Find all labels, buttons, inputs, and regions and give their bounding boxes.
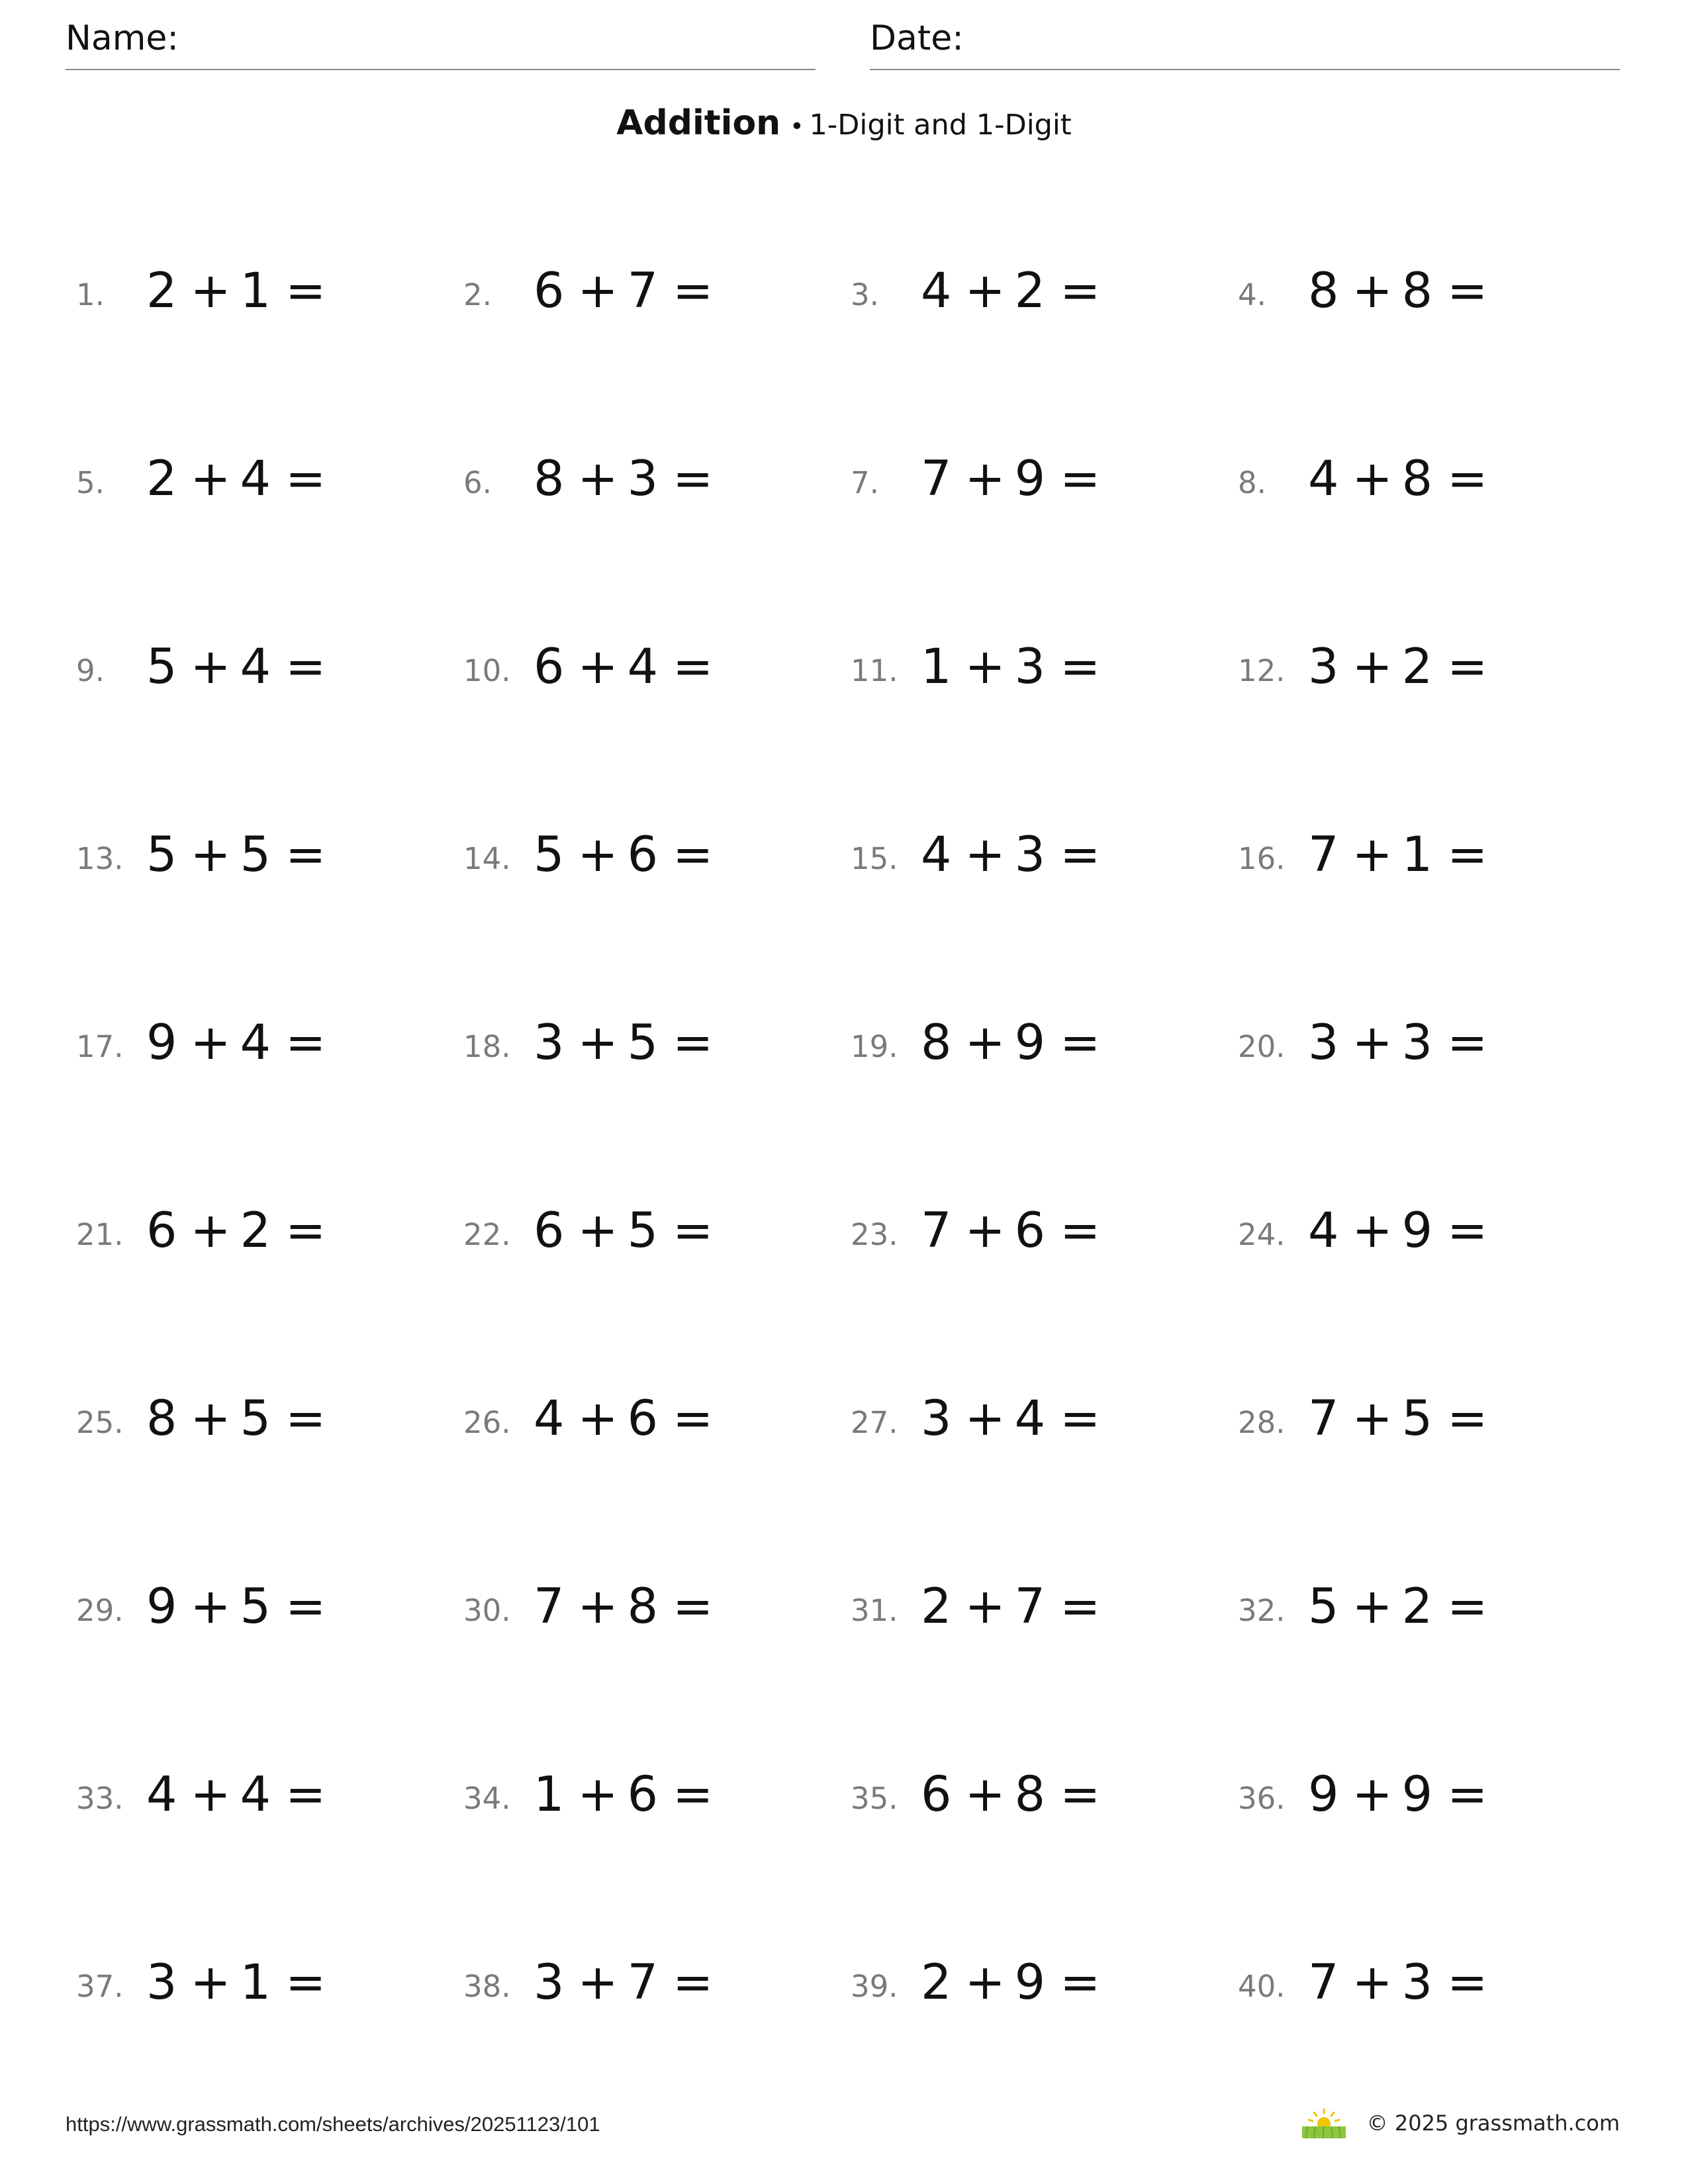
problem-item — [463, 634, 794, 700]
operand-b: 8 — [1401, 263, 1433, 319]
equals-sign: = — [1060, 1954, 1101, 2011]
problem-item — [851, 258, 1182, 324]
problem-number: 9. — [76, 653, 105, 688]
problem-number: 22. — [463, 1217, 511, 1252]
problem-number: 13. — [76, 841, 124, 876]
problem-expression — [146, 1954, 326, 2011]
problem-expression — [1308, 1390, 1488, 1447]
problem-expression — [1308, 827, 1488, 883]
operand-a: 4 — [146, 1766, 177, 1823]
problem-number: 32. — [1238, 1593, 1286, 1628]
operand-b: 7 — [1014, 1578, 1046, 1635]
problem-expression — [921, 1766, 1101, 1823]
problem-number: 31. — [851, 1593, 898, 1628]
problem-item — [76, 258, 407, 324]
equals-sign: = — [1447, 1390, 1488, 1447]
operand-b: 9 — [1401, 1203, 1433, 1259]
problem-number: 24. — [1238, 1217, 1286, 1252]
operator: + — [577, 1954, 618, 2011]
problem-number: 37. — [76, 1969, 124, 2004]
equals-sign: = — [673, 263, 714, 319]
operand-a: 8 — [146, 1390, 177, 1447]
equals-sign: = — [285, 639, 326, 695]
problem-expression — [921, 1390, 1101, 1447]
operand-b: 7 — [627, 263, 659, 319]
operator: + — [190, 639, 231, 695]
problem-expression — [534, 1203, 714, 1259]
equals-sign: = — [1060, 451, 1101, 507]
problem-item — [463, 258, 794, 324]
problem-item — [851, 1198, 1182, 1264]
problem-expression — [921, 451, 1101, 507]
problem-item — [76, 1950, 407, 2016]
problem-number: 40. — [1238, 1969, 1286, 2004]
operand-b: 7 — [627, 1954, 659, 2011]
problem-expression — [1308, 1203, 1488, 1259]
problem-number: 36. — [1238, 1781, 1286, 1816]
operand-a: 7 — [921, 1203, 952, 1259]
equals-sign: = — [285, 451, 326, 507]
problem-item — [851, 1950, 1182, 2016]
operand-b: 6 — [627, 1390, 659, 1447]
operator: + — [964, 1390, 1006, 1447]
problem-number: 23. — [851, 1217, 898, 1252]
operand-b: 3 — [1401, 1954, 1433, 2011]
equals-sign: = — [1060, 263, 1101, 319]
problem-expression — [146, 1390, 326, 1447]
problem-number: 26. — [463, 1405, 511, 1440]
name-field[interactable] — [66, 19, 816, 70]
operator: + — [190, 1203, 231, 1259]
problem-item — [463, 1950, 794, 2016]
operator: + — [1352, 1203, 1393, 1259]
equals-sign: = — [1060, 1578, 1101, 1635]
operand-a: 5 — [1308, 1578, 1339, 1635]
operand-b: 1 — [240, 263, 271, 319]
operand-a: 4 — [1308, 1203, 1339, 1259]
problem-number: 18. — [463, 1029, 511, 1064]
problem-number: 20. — [1238, 1029, 1286, 1064]
operator: + — [964, 451, 1006, 507]
equals-sign: = — [1447, 263, 1488, 319]
operand-a: 3 — [1308, 639, 1339, 695]
problem-item — [1238, 446, 1569, 512]
operand-a: 1 — [921, 639, 952, 695]
problem-expression — [921, 1954, 1101, 2011]
title-separator: • — [790, 113, 804, 140]
operator: + — [964, 1203, 1006, 1259]
problem-expression — [921, 1578, 1101, 1635]
operator: + — [190, 451, 231, 507]
equals-sign: = — [285, 1203, 326, 1259]
operand-a: 7 — [1308, 1954, 1339, 2011]
operand-b: 8 — [1401, 451, 1433, 507]
problem-item — [76, 1386, 407, 1452]
equals-sign: = — [285, 827, 326, 883]
operand-b: 9 — [1401, 1766, 1433, 1823]
operand-b: 6 — [627, 827, 659, 883]
problem-expression — [1308, 1954, 1488, 2011]
problem-expression — [921, 263, 1101, 319]
operand-a: 4 — [921, 827, 952, 883]
operator: + — [577, 451, 618, 507]
equals-sign: = — [673, 1578, 714, 1635]
problem-item — [76, 1574, 407, 1640]
problem-number: 1. — [76, 277, 105, 312]
operator: + — [577, 1766, 618, 1823]
operand-a: 3 — [534, 1954, 565, 2011]
operator: + — [1352, 1015, 1393, 1071]
problem-item — [851, 1574, 1182, 1640]
worksheet-title — [0, 103, 1688, 143]
operand-b: 4 — [627, 639, 659, 695]
operator: + — [190, 1015, 231, 1071]
operand-b: 9 — [1014, 1954, 1046, 2011]
operand-a: 2 — [146, 451, 177, 507]
problem-number: 35. — [851, 1781, 898, 1816]
problem-expression — [921, 1015, 1101, 1071]
equals-sign: = — [673, 1766, 714, 1823]
problem-expression — [146, 263, 326, 319]
operand-b: 5 — [240, 827, 271, 883]
problem-expression — [534, 1390, 714, 1447]
operand-a: 7 — [534, 1578, 565, 1635]
problem-number: 7. — [851, 465, 879, 500]
problem-number: 19. — [851, 1029, 898, 1064]
problem-number: 14. — [463, 841, 511, 876]
equals-sign: = — [1447, 1578, 1488, 1635]
operand-b: 4 — [240, 1766, 271, 1823]
problem-item — [851, 1010, 1182, 1076]
operator: + — [964, 1766, 1006, 1823]
operand-b: 5 — [627, 1015, 659, 1071]
problem-number: 34. — [463, 1781, 511, 1816]
problem-expression — [1308, 1015, 1488, 1071]
title-main: Addition — [616, 103, 781, 143]
problem-item — [463, 822, 794, 888]
problem-expression — [921, 1203, 1101, 1259]
operand-b: 4 — [240, 639, 271, 695]
operand-b: 5 — [1401, 1390, 1433, 1447]
problem-item — [76, 822, 407, 888]
operand-a: 8 — [534, 451, 565, 507]
equals-sign: = — [1060, 1766, 1101, 1823]
operator: + — [1352, 1954, 1393, 2011]
operand-a: 7 — [921, 451, 952, 507]
problem-expression — [1308, 1766, 1488, 1823]
date-field[interactable] — [870, 19, 1620, 70]
operand-b: 5 — [240, 1390, 271, 1447]
equals-sign: = — [285, 1766, 326, 1823]
operand-b: 1 — [1401, 827, 1433, 883]
problem-item — [463, 1574, 794, 1640]
operator: + — [577, 827, 618, 883]
title-subtitle: 1-Digit and 1-Digit — [809, 109, 1072, 142]
equals-sign: = — [285, 263, 326, 319]
problem-expression — [534, 1954, 714, 2011]
equals-sign: = — [1447, 1203, 1488, 1259]
date-label: Date: — [870, 19, 964, 58]
operator: + — [964, 639, 1006, 695]
operator: + — [1352, 263, 1393, 319]
problem-expression — [146, 1766, 326, 1823]
equals-sign: = — [285, 1015, 326, 1071]
problem-expression — [146, 451, 326, 507]
problem-item — [851, 822, 1182, 888]
equals-sign: = — [1060, 1015, 1101, 1071]
operator: + — [577, 1578, 618, 1635]
problem-number: 28. — [1238, 1405, 1286, 1440]
problem-item — [76, 1762, 407, 1828]
problem-number: 6. — [463, 465, 492, 500]
operand-b: 5 — [627, 1203, 659, 1259]
problem-item — [1238, 1762, 1569, 1828]
problem-number: 39. — [851, 1969, 898, 2004]
problem-number: 11. — [851, 653, 898, 688]
problem-number: 25. — [76, 1405, 124, 1440]
equals-sign: = — [1447, 639, 1488, 695]
problem-item — [463, 1198, 794, 1264]
problem-expression — [534, 1578, 714, 1635]
equals-sign: = — [673, 827, 714, 883]
operand-a: 3 — [921, 1390, 952, 1447]
operator: + — [1352, 827, 1393, 883]
problem-number: 30. — [463, 1593, 511, 1628]
problem-number: 8. — [1238, 465, 1266, 500]
operand-b: 3 — [627, 451, 659, 507]
equals-sign: = — [1060, 639, 1101, 695]
operand-a: 5 — [146, 639, 177, 695]
problem-expression — [1308, 639, 1488, 695]
problem-expression — [146, 1578, 326, 1635]
problem-number: 5. — [76, 465, 105, 500]
equals-sign: = — [673, 1203, 714, 1259]
problem-expression — [534, 263, 714, 319]
operand-a: 8 — [921, 1015, 952, 1071]
problem-number: 12. — [1238, 653, 1286, 688]
problem-item — [851, 1762, 1182, 1828]
equals-sign: = — [1060, 827, 1101, 883]
problem-number: 2. — [463, 277, 492, 312]
operand-a: 2 — [146, 263, 177, 319]
problem-number: 27. — [851, 1405, 898, 1440]
problem-item — [76, 446, 407, 512]
problem-number: 29. — [76, 1593, 124, 1628]
operand-b: 3 — [1014, 827, 1046, 883]
problem-expression — [921, 827, 1101, 883]
problem-number: 38. — [463, 1969, 511, 2004]
problem-item — [76, 634, 407, 700]
operand-b: 9 — [1014, 451, 1046, 507]
operand-b: 6 — [1014, 1203, 1046, 1259]
problem-number: 15. — [851, 841, 898, 876]
problem-item — [851, 446, 1182, 512]
operand-a: 4 — [921, 263, 952, 319]
operator: + — [190, 1954, 231, 2011]
operand-b: 9 — [1014, 1015, 1046, 1071]
operand-a: 5 — [534, 827, 565, 883]
equals-sign: = — [285, 1390, 326, 1447]
problem-expression — [534, 827, 714, 883]
operator: + — [190, 1390, 231, 1447]
operand-b: 3 — [1401, 1015, 1433, 1071]
operand-b: 8 — [627, 1578, 659, 1635]
problem-number: 10. — [463, 653, 511, 688]
problem-item — [1238, 1010, 1569, 1076]
equals-sign: = — [673, 639, 714, 695]
problem-item — [1238, 634, 1569, 700]
operand-b: 4 — [1014, 1390, 1046, 1447]
operand-a: 2 — [921, 1954, 952, 2011]
grassmath-logo-icon — [1301, 2107, 1347, 2140]
operator: + — [1352, 451, 1393, 507]
operand-a: 9 — [1308, 1766, 1339, 1823]
problem-item — [463, 1010, 794, 1076]
operator: + — [577, 1390, 618, 1447]
operand-a: 9 — [146, 1015, 177, 1071]
problem-item — [463, 1762, 794, 1828]
problem-expression — [146, 827, 326, 883]
operand-b: 2 — [1401, 1578, 1433, 1635]
operand-b: 1 — [240, 1954, 271, 2011]
operator: + — [577, 1203, 618, 1259]
operand-a: 7 — [1308, 827, 1339, 883]
operator: + — [964, 263, 1006, 319]
operand-a: 5 — [146, 827, 177, 883]
equals-sign: = — [673, 1015, 714, 1071]
operator: + — [964, 827, 1006, 883]
operand-a: 6 — [534, 1203, 565, 1259]
operator: + — [190, 1578, 231, 1635]
equals-sign: = — [1060, 1203, 1101, 1259]
equals-sign: = — [673, 451, 714, 507]
operand-a: 6 — [921, 1766, 952, 1823]
operand-a: 2 — [921, 1578, 952, 1635]
operand-b: 4 — [240, 1015, 271, 1071]
operator: + — [577, 1015, 618, 1071]
equals-sign: = — [673, 1954, 714, 2011]
problem-expression — [534, 639, 714, 695]
operator: + — [964, 1578, 1006, 1635]
operand-a: 6 — [534, 263, 565, 319]
problem-expression — [1308, 451, 1488, 507]
operand-a: 3 — [1308, 1015, 1339, 1071]
operator: + — [190, 1766, 231, 1823]
operator: + — [1352, 1766, 1393, 1823]
problem-item — [1238, 1574, 1569, 1640]
operand-a: 9 — [146, 1578, 177, 1635]
operator: + — [190, 827, 231, 883]
problem-expression — [1308, 263, 1488, 319]
problem-expression — [146, 1203, 326, 1259]
problem-number: 17. — [76, 1029, 124, 1064]
operator: + — [577, 639, 618, 695]
equals-sign: = — [285, 1578, 326, 1635]
operator: + — [964, 1015, 1006, 1071]
operand-a: 8 — [1308, 263, 1339, 319]
operator: + — [1352, 639, 1393, 695]
problem-item — [851, 1386, 1182, 1452]
problem-number: 16. — [1238, 841, 1286, 876]
problem-number: 33. — [76, 1781, 124, 1816]
problem-item — [1238, 1386, 1569, 1452]
problem-item — [76, 1198, 407, 1264]
operand-a: 4 — [534, 1390, 565, 1447]
equals-sign: = — [1447, 1015, 1488, 1071]
problem-expression — [921, 639, 1101, 695]
operand-a: 3 — [534, 1015, 565, 1071]
operand-b: 2 — [1014, 263, 1046, 319]
problem-expression — [146, 1015, 326, 1071]
operand-a: 6 — [146, 1203, 177, 1259]
operator: + — [964, 1954, 1006, 2011]
operand-a: 7 — [1308, 1390, 1339, 1447]
equals-sign: = — [1447, 1954, 1488, 2011]
equals-sign: = — [1447, 1766, 1488, 1823]
operand-a: 6 — [534, 639, 565, 695]
problem-number: 3. — [851, 277, 879, 312]
problem-expression — [534, 1015, 714, 1071]
problem-expression — [1308, 1578, 1488, 1635]
equals-sign: = — [1447, 451, 1488, 507]
problem-item — [463, 446, 794, 512]
operator: + — [577, 263, 618, 319]
operand-b: 8 — [1014, 1766, 1046, 1823]
operand-a: 4 — [1308, 451, 1339, 507]
problem-number: 4. — [1238, 277, 1266, 312]
problem-item — [1238, 1198, 1569, 1264]
operand-b: 3 — [1014, 639, 1046, 695]
problem-item — [851, 634, 1182, 700]
operand-b: 2 — [1401, 639, 1433, 695]
equals-sign: = — [1060, 1390, 1101, 1447]
operator: + — [1352, 1390, 1393, 1447]
problem-item — [1238, 1950, 1569, 2016]
problem-item — [463, 1386, 794, 1452]
equals-sign: = — [1447, 827, 1488, 883]
operand-b: 5 — [240, 1578, 271, 1635]
problem-number: 21. — [76, 1217, 124, 1252]
operand-a: 1 — [534, 1766, 565, 1823]
name-label: Name: — [66, 19, 179, 58]
problem-expression — [146, 639, 326, 695]
footer-brand — [1301, 2105, 1620, 2142]
equals-sign: = — [285, 1954, 326, 2011]
equals-sign: = — [673, 1390, 714, 1447]
operand-b: 2 — [240, 1203, 271, 1259]
operand-a: 3 — [146, 1954, 177, 2011]
footer-copyright: © 2025 grassmath.com — [1366, 2111, 1620, 2136]
operator: + — [1352, 1578, 1393, 1635]
problem-item — [1238, 258, 1569, 324]
problem-expression — [534, 1766, 714, 1823]
operand-b: 6 — [627, 1766, 659, 1823]
operator: + — [190, 263, 231, 319]
operand-b: 4 — [240, 451, 271, 507]
footer-url[interactable]: https://www.grassmath.com/sheets/archives/20251123/101 — [66, 2113, 600, 2136]
problem-expression — [534, 451, 714, 507]
problem-item — [1238, 822, 1569, 888]
problem-item — [76, 1010, 407, 1076]
